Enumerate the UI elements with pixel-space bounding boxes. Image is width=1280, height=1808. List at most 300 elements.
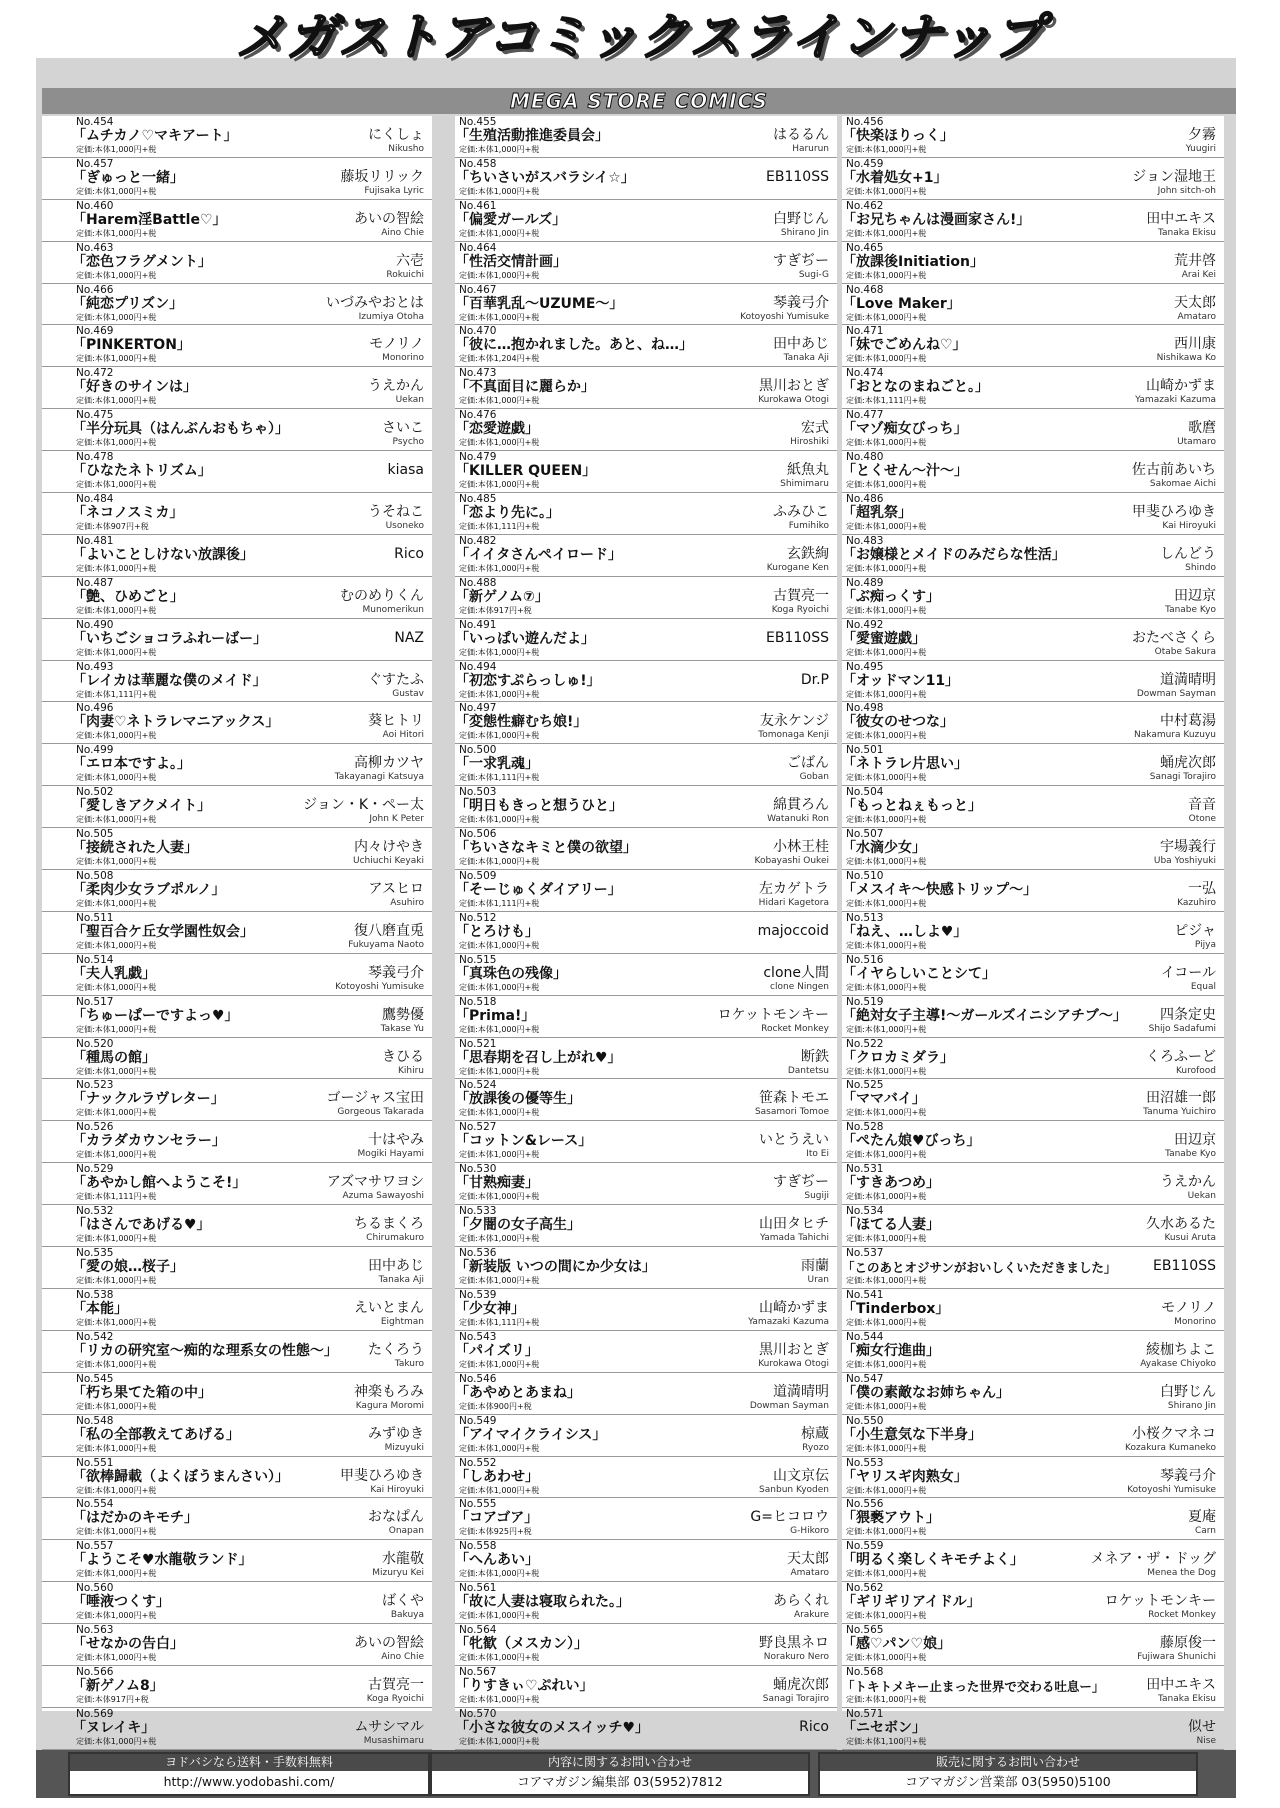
- book-title: 「柔肉少女ラブポルノ」: [72, 882, 226, 899]
- book-title: 「よいことしけない放課後」: [72, 546, 254, 563]
- footer-editorial-contact: [430, 1752, 810, 1796]
- catalog-number: No.498: [846, 702, 884, 715]
- book-title: 「ママバイ」: [842, 1091, 926, 1108]
- author-romaji: Takayanagi Katsuya: [334, 772, 424, 783]
- author-romaji: Rocket Monkey: [1148, 1610, 1216, 1621]
- catalog-entry: [455, 158, 837, 200]
- book-title: 「ヌレイキ」: [72, 1719, 156, 1736]
- book-title: 「本能」: [72, 1300, 128, 1317]
- catalog-number: No.560: [76, 1582, 114, 1595]
- yodobashi-link[interactable]: http://www.yodobashi.com/: [163, 1774, 335, 1789]
- author-romaji: Aino Chie: [381, 1652, 424, 1663]
- book-title: 「せなかの告白」: [72, 1636, 184, 1653]
- catalog-entry: [842, 786, 1224, 828]
- author-romaji: Ryozo: [802, 1442, 829, 1453]
- catalog-number: No.566: [76, 1665, 114, 1678]
- catalog-entry: [842, 1708, 1224, 1750]
- catalog-number: No.461: [459, 199, 497, 212]
- book-price: 定価:本体1,000円+税: [846, 1401, 927, 1411]
- catalog-entry: [455, 1457, 837, 1499]
- catalog-number: No.475: [76, 409, 114, 422]
- book-title: 「僕の素敵なお姉ちゃん」: [842, 1384, 1010, 1401]
- book-price: 定価:本体1,000円+税: [76, 1443, 157, 1453]
- book-price: 定価:本体1,000円+税: [76, 563, 157, 573]
- catalog-number: No.504: [846, 786, 884, 799]
- book-author: 白野じん: [1160, 1383, 1216, 1400]
- book-price: 定価:本体1,000円+税: [846, 1276, 927, 1286]
- author-romaji: Tanabe Kyo: [1165, 1149, 1216, 1160]
- book-price: 定価:本体1,000円+税: [846, 480, 927, 490]
- book-title: 「あやかし館へようこそ!」: [72, 1175, 247, 1192]
- book-author: 玄鉄絢: [787, 545, 829, 562]
- catalog-number: No.549: [459, 1414, 497, 1427]
- book-author: 小林王桂: [773, 839, 829, 856]
- author-romaji: Tanaka Aji: [378, 1275, 424, 1286]
- book-author: 似せ: [1188, 1718, 1216, 1735]
- catalog-entry: [842, 1247, 1224, 1289]
- book-author: 笹森トモエ: [759, 1090, 829, 1107]
- book-title: 「接続された人妻」: [72, 840, 198, 857]
- catalog-entry: [42, 284, 432, 326]
- book-title: 「聖百合ケ丘女学園性奴会」: [72, 923, 254, 940]
- catalog-number: No.485: [459, 493, 497, 506]
- book-price: 定価:本体1,100円+税: [846, 1736, 927, 1746]
- catalog-number: No.558: [459, 1540, 497, 1553]
- book-price: 定価:本体1,000円+税: [846, 773, 927, 783]
- catalog-number: No.499: [76, 744, 114, 757]
- author-romaji: John sitch-oh: [1157, 185, 1216, 196]
- catalog-number: No.517: [76, 995, 114, 1008]
- author-romaji: Norakuro Nero: [763, 1652, 829, 1663]
- catalog-entry: [42, 661, 432, 703]
- book-price: 定価:本体1,000円+税: [459, 1653, 540, 1663]
- footer-yodobashi[interactable]: [68, 1752, 430, 1796]
- book-price: 定価:本体1,111円+税: [459, 773, 540, 783]
- book-title: 「ひなたネトリズム」: [72, 463, 212, 480]
- catalog-entry: [842, 1121, 1224, 1163]
- author-romaji: Kurokawa Otogi: [758, 395, 829, 406]
- book-price: 定価:本体1,000円+税: [459, 438, 540, 448]
- author-romaji: Fukuyama Naoto: [348, 939, 424, 950]
- author-romaji: Eightman: [380, 1316, 424, 1327]
- book-author: ちるまくろ: [354, 1216, 424, 1233]
- catalog-entry: [42, 1373, 432, 1415]
- book-title: 「このあとオジサンがおいしくいただきました」: [842, 1260, 1117, 1276]
- catalog-entry: [842, 1038, 1224, 1080]
- book-title: 「初恋すぷらっしゅ!」: [455, 672, 601, 689]
- book-title: 「水着処女+1」: [842, 169, 948, 186]
- book-title: 「彼に…抱かれました。あと、ね…」: [455, 337, 693, 354]
- book-price: 定価:本体1,000円+税: [76, 186, 157, 196]
- catalog-number: No.546: [459, 1372, 497, 1385]
- book-price: 定価:本体1,000円+税: [459, 982, 540, 992]
- catalog-entry: [42, 744, 432, 786]
- author-romaji: Rokuichi: [386, 269, 424, 280]
- catalog-number: No.570: [459, 1707, 497, 1720]
- author-romaji: Menea the Dog: [1147, 1568, 1216, 1579]
- catalog-entry: [455, 661, 837, 703]
- book-title: 「はだかのキモチ」: [72, 1510, 198, 1527]
- book-title: 「超乳祭」: [842, 505, 912, 522]
- author-romaji: Munomerikun: [362, 604, 424, 615]
- catalog-number: No.490: [76, 618, 114, 631]
- book-author: 道満晴明: [773, 1383, 829, 1400]
- author-romaji: Kurofood: [1175, 1065, 1216, 1076]
- book-author: 黒川おとぎ: [759, 1341, 829, 1358]
- catalog-number: No.518: [459, 995, 497, 1008]
- book-price: 定価:本体1,000円+税: [846, 1234, 927, 1244]
- catalog-number: No.494: [459, 660, 497, 673]
- book-author: 甲斐ひろゆき: [1132, 504, 1216, 521]
- book-price: 定価:本体1,000円+税: [459, 1694, 540, 1704]
- catalog-number: No.521: [459, 1037, 497, 1050]
- author-romaji: Izumiya Otoha: [358, 311, 424, 322]
- book-title: 「夕闇の女子高生」: [455, 1217, 581, 1234]
- book-price: 定価:本体1,000円+税: [459, 396, 540, 406]
- book-title: 「欲棒歸載（よくぼうまんさい）」: [72, 1468, 289, 1485]
- catalog-entry: [455, 577, 837, 619]
- catalog-entry: [42, 1540, 432, 1582]
- book-author: Dr.P: [800, 671, 829, 688]
- author-romaji: Shijo Sadafumi: [1148, 1023, 1216, 1034]
- book-author: 荒井啓: [1174, 252, 1216, 269]
- book-price: 定価:本体1,000円+税: [76, 773, 157, 783]
- book-price: 定価:本体1,000円+税: [459, 186, 540, 196]
- catalog-number: No.555: [459, 1498, 497, 1511]
- book-title: 「種馬の館」: [72, 1049, 156, 1066]
- catalog-entry: [42, 1289, 432, 1331]
- book-price: 定価:本体1,000円+税: [459, 940, 540, 950]
- book-author: 四条定史: [1160, 1006, 1216, 1023]
- book-title: 「少女神」: [455, 1300, 525, 1317]
- book-author: モノリノ: [369, 336, 424, 353]
- catalog-number: No.454: [76, 116, 114, 128]
- book-title: 「Harem淫Battle♡」: [72, 211, 227, 228]
- book-author: ジョン・K・ペー太: [303, 797, 424, 814]
- author-romaji: Yuugiri: [1185, 144, 1216, 154]
- catalog-entry: [842, 367, 1224, 409]
- book-title: 「ちゅーぱーですよっ♥」: [72, 1007, 239, 1024]
- catalog-number: No.468: [846, 283, 884, 296]
- book-title: 「百華乳乱～UZUME～」: [455, 295, 624, 312]
- book-author: 夏庵: [1188, 1509, 1216, 1526]
- book-price: 定価:本体1,000円+税: [846, 1359, 927, 1369]
- book-price: 定価:本体1,000円+税: [846, 605, 927, 615]
- book-title: 「ようこそ♥水龍敬ランド」: [72, 1552, 253, 1569]
- catalog-entry: [455, 1289, 837, 1331]
- book-price: 定価:本体1,000円+税: [846, 940, 927, 950]
- catalog-number: No.502: [76, 786, 114, 799]
- catalog-number: No.492: [846, 618, 884, 631]
- author-romaji: Uekan: [1187, 1191, 1216, 1202]
- author-romaji: Sugiji: [804, 1191, 829, 1202]
- catalog-entry: [842, 996, 1224, 1038]
- book-author: 甲斐ひろゆき: [340, 1467, 424, 1484]
- author-romaji: Dowman Sayman: [1136, 688, 1216, 699]
- catalog-entry: [455, 535, 837, 577]
- catalog-number: No.473: [459, 367, 497, 380]
- author-romaji: Tanaka Aji: [783, 353, 829, 364]
- book-author: はるるん: [773, 127, 829, 143]
- book-author: 宇場義行: [1160, 839, 1216, 856]
- author-romaji: Sakomae Aichi: [1149, 479, 1216, 490]
- author-romaji: Equal: [1190, 981, 1216, 992]
- book-price: 定価:本体1,000円+税: [76, 1276, 157, 1286]
- catalog-number: No.486: [846, 493, 884, 506]
- catalog-entry: [455, 1582, 837, 1624]
- book-author: すぎぢー: [773, 252, 829, 269]
- book-price: 定価:本体1,000円+税: [76, 1569, 157, 1579]
- author-romaji: Onapan: [388, 1526, 424, 1537]
- author-romaji: Sanagi Torajiro: [1149, 772, 1216, 783]
- book-title: 「お嬢様とメイドのみだらな性活」: [842, 546, 1066, 563]
- book-title: 「恋より先に。」: [455, 505, 560, 522]
- book-author: 左カゲトラ: [759, 881, 829, 898]
- book-author: 天太郎: [1174, 294, 1216, 311]
- author-romaji: Kurogane Ken: [766, 562, 829, 573]
- book-author: いづみやおとは: [326, 294, 424, 311]
- author-romaji: Kai Hiroyuki: [1162, 521, 1216, 532]
- catalog-entry: [842, 1289, 1224, 1331]
- catalog-entry: [842, 1457, 1224, 1499]
- book-price: 定価:本体1,000円+税: [76, 899, 157, 909]
- book-author: ジョン湿地王: [1132, 168, 1216, 185]
- book-title: 「エロ本ですよ。」: [72, 756, 191, 773]
- catalog-number: No.563: [76, 1624, 114, 1637]
- catalog-entry: [42, 1624, 432, 1666]
- book-price: 定価:本体1,000円+税: [459, 1443, 540, 1453]
- book-author: アスヒロ: [368, 881, 424, 898]
- catalog-number: No.548: [76, 1414, 114, 1427]
- book-title: 「コアゴア」: [455, 1510, 539, 1527]
- book-author: 断鉄: [801, 1048, 829, 1065]
- book-author: clone人間: [763, 964, 829, 981]
- book-price: 定価:本体1,000円+税: [459, 857, 540, 867]
- author-romaji: Mizuyuki: [384, 1442, 424, 1453]
- book-price: 定価:本体1,000円+税: [846, 1485, 927, 1495]
- book-author: ぐすたふ: [368, 671, 424, 688]
- book-price: 定価:本体1,000円+税: [76, 982, 157, 992]
- catalog-number: No.478: [76, 451, 114, 464]
- book-author: EB110SS: [1153, 1258, 1216, 1275]
- catalog-entry: [455, 1540, 837, 1582]
- book-title: 「妹でごめんね♡」: [842, 337, 967, 354]
- book-price: 定価:本体1,000円+税: [76, 1108, 157, 1118]
- catalog-number: No.539: [459, 1288, 497, 1301]
- book-title: 「いちごショコラふれーばー」: [72, 630, 268, 647]
- book-author: ロケットモンキー: [1104, 1593, 1216, 1610]
- catalog-entry: [455, 367, 837, 409]
- book-price: 定価:本体1,000円+税: [76, 270, 157, 280]
- book-title: 「肉妻♡ネトラレマニアックス」: [72, 714, 280, 731]
- catalog-number: No.466: [76, 283, 114, 296]
- book-title: 「いっぱい遊んだよ」: [455, 630, 595, 647]
- catalog-number: No.550: [846, 1414, 884, 1427]
- book-author: 鷹勢優: [382, 1006, 424, 1023]
- book-price: 定価:本体1,000円+税: [76, 145, 157, 154]
- book-price: 定価:本体1,000円+税: [846, 1317, 927, 1327]
- catalog-number: No.524: [459, 1079, 497, 1092]
- catalog-entry: [42, 619, 432, 661]
- catalog-number: No.534: [846, 1205, 884, 1218]
- catalog-number: No.457: [76, 157, 114, 170]
- catalog-entry: [455, 996, 837, 1038]
- catalog-entry: [842, 1415, 1224, 1457]
- catalog-number: No.467: [459, 283, 497, 296]
- book-title: 「ヤリスギ肉熟女」: [842, 1468, 968, 1485]
- catalog-number: No.464: [459, 241, 497, 254]
- editorial-phone: コアマガジン編集部 03(5952)7812: [517, 1774, 723, 1789]
- catalog-entry: [42, 828, 432, 870]
- catalog-number: No.465: [846, 241, 884, 254]
- catalog-number: No.571: [846, 1707, 884, 1720]
- book-title: 「放課後の優等生」: [455, 1091, 581, 1108]
- book-price: 定価:本体1,000円+税: [76, 857, 157, 867]
- book-author: 一弘: [1188, 881, 1216, 898]
- footer-heading: ヨドバシなら送料・手数料無料: [70, 1754, 428, 1771]
- book-title: 「Love Maker」: [842, 295, 961, 312]
- book-price: 定価:本体1,000円+税: [459, 312, 540, 322]
- page-title: メガストアコミックスラインナップ: [236, 8, 1044, 66]
- book-title: 「朽ち果てた箱の中」: [72, 1384, 212, 1401]
- catalog-number: No.505: [76, 828, 114, 841]
- book-price: 定価:本体1,000円+税: [76, 312, 157, 322]
- book-author: 十はやみ: [368, 1132, 424, 1149]
- author-romaji: clone Ningen: [770, 981, 829, 992]
- author-romaji: Arakure: [793, 1610, 829, 1621]
- book-author: ロケットモンキー: [717, 1006, 829, 1023]
- book-price: 定価:本体1,000円+税: [459, 1024, 540, 1034]
- book-title: 「ちいさいがスバラシイ☆」: [455, 169, 635, 186]
- author-romaji: Aino Chie: [381, 227, 424, 238]
- book-title: 「ぎゅっと一緒」: [72, 169, 184, 186]
- book-price: 定価:本体1,000円+税: [846, 857, 927, 867]
- author-romaji: Psycho: [392, 437, 424, 448]
- author-romaji: Gustav: [392, 688, 424, 699]
- book-title: 「水滴少女」: [842, 840, 926, 857]
- book-author: 歌麿: [1188, 420, 1216, 437]
- catalog-entry: [455, 409, 837, 451]
- book-price: 定価:本体1,000円+税: [846, 1527, 927, 1537]
- catalog-number: No.497: [459, 702, 497, 715]
- author-romaji: Fujiwara Shunichi: [1137, 1652, 1216, 1663]
- book-author: 道満晴明: [1160, 671, 1216, 688]
- book-price: 定価:本体1,000円+税: [846, 312, 927, 322]
- book-price: 定価:本体1,000円+税: [76, 1234, 157, 1244]
- book-price: 定価:本体1,000円+税: [459, 1611, 540, 1621]
- book-title: 「愛しきアクメイト」: [72, 798, 212, 815]
- book-title: 「ムチカノ♡マキアート」: [72, 128, 238, 144]
- author-romaji: Otone: [1188, 814, 1216, 825]
- catalog-entry: [42, 158, 432, 200]
- author-romaji: Uba Yoshiyuki: [1153, 856, 1216, 867]
- book-author: ふみひこ: [773, 504, 829, 521]
- catalog-entry: [842, 451, 1224, 493]
- catalog-entry: [42, 1582, 432, 1624]
- catalog-number: No.520: [76, 1037, 114, 1050]
- book-price: 定価:本体1,000円+税: [846, 354, 927, 364]
- book-title: 「夫人乳戯」: [72, 965, 156, 982]
- catalog-number: No.537: [846, 1247, 884, 1260]
- author-romaji: Kozakura Kumaneko: [1125, 1442, 1216, 1453]
- author-romaji: Kotoyoshi Yumisuke: [335, 981, 424, 992]
- catalog-number: No.495: [846, 660, 884, 673]
- author-romaji: John K Peter: [369, 814, 424, 825]
- book-price: 定価:本体1,000円+税: [76, 1317, 157, 1327]
- author-romaji: Dantetsu: [787, 1065, 829, 1076]
- book-price: 定価:本体1,000円+税: [846, 1108, 927, 1118]
- catalog-entry: [42, 1666, 432, 1708]
- catalog-number: No.568: [846, 1665, 884, 1678]
- book-author: 田中エキス: [1146, 1676, 1216, 1693]
- book-title: 「もっとねぇもっと」: [842, 798, 982, 815]
- author-romaji: Nise: [1196, 1735, 1216, 1746]
- catalog-entry: [842, 1163, 1224, 1205]
- catalog-number: No.462: [846, 199, 884, 212]
- book-author: いとうえい: [759, 1132, 829, 1149]
- author-romaji: Pijya: [1194, 939, 1216, 950]
- book-author: 古賀亮一: [368, 1676, 424, 1693]
- book-author: アズマサワヨシ: [326, 1174, 424, 1191]
- book-author: イコール: [1160, 964, 1216, 981]
- book-price: 定価:本体907円+税: [76, 522, 149, 532]
- book-author: むのめりくん: [340, 587, 424, 604]
- book-author: たくろう: [368, 1341, 424, 1358]
- book-title: 「絶対女子主導!～ガールズイニシアチブ～」: [842, 1007, 1127, 1024]
- book-title: 「コットン&レース」: [455, 1133, 593, 1150]
- catalog-number: No.491: [459, 618, 497, 631]
- book-title: 「とろけも」: [455, 923, 539, 940]
- book-title: 「クロカミダラ」: [842, 1049, 954, 1066]
- book-price: 定価:本体1,111円+税: [459, 1317, 540, 1327]
- author-romaji: Shimimaru: [780, 479, 829, 490]
- book-author: にくしょ: [368, 127, 424, 143]
- book-price: 定価:本体1,000円+税: [846, 228, 927, 238]
- book-author: EB110SS: [766, 629, 829, 646]
- author-romaji: Tanuma Yuichiro: [1143, 1107, 1216, 1118]
- book-title: 「りすきぃ♡ぷれい」: [455, 1677, 594, 1694]
- book-price: 定価:本体1,000円+税: [76, 438, 157, 448]
- book-price: 定価:本体1,000円+税: [846, 270, 927, 280]
- catalog-entry: [842, 116, 1224, 158]
- book-author: みずゆき: [368, 1425, 424, 1442]
- book-price: 定価:本体1,000円+税: [459, 270, 540, 280]
- book-author: 雨蘭: [801, 1258, 829, 1275]
- author-romaji: Sanbun Kyoden: [759, 1484, 829, 1495]
- book-author: しんどう: [1160, 545, 1216, 562]
- book-author: えいとまん: [354, 1299, 424, 1316]
- catalog-number: No.481: [76, 534, 114, 547]
- catalog-entry: [42, 1247, 432, 1289]
- author-romaji: Nishikawa Ko: [1156, 353, 1216, 364]
- catalog-number: No.493: [76, 660, 114, 673]
- book-price: 定価:本体1,000円+税: [846, 899, 927, 909]
- catalog-number: No.459: [846, 157, 884, 170]
- book-price: 定価:本体1,000円+税: [846, 186, 927, 196]
- book-price: 定価:本体1,000円+税: [76, 354, 157, 364]
- catalog-entry: [455, 242, 837, 284]
- catalog-number: No.541: [846, 1288, 884, 1301]
- catalog-entry: [42, 409, 432, 451]
- author-romaji: Otabe Sakura: [1154, 646, 1216, 657]
- book-price: 定価:本体1,000円+税: [846, 689, 927, 699]
- book-author: 山崎かずま: [1146, 378, 1216, 395]
- book-price: 定価:本体1,000円+税: [459, 228, 540, 238]
- book-price: 定価:本体1,000円+税: [846, 438, 927, 448]
- book-title: 「艶、ひめごと」: [72, 588, 184, 605]
- author-romaji: Kusui Aruta: [1164, 1233, 1216, 1244]
- catalog-entry: [842, 1079, 1224, 1121]
